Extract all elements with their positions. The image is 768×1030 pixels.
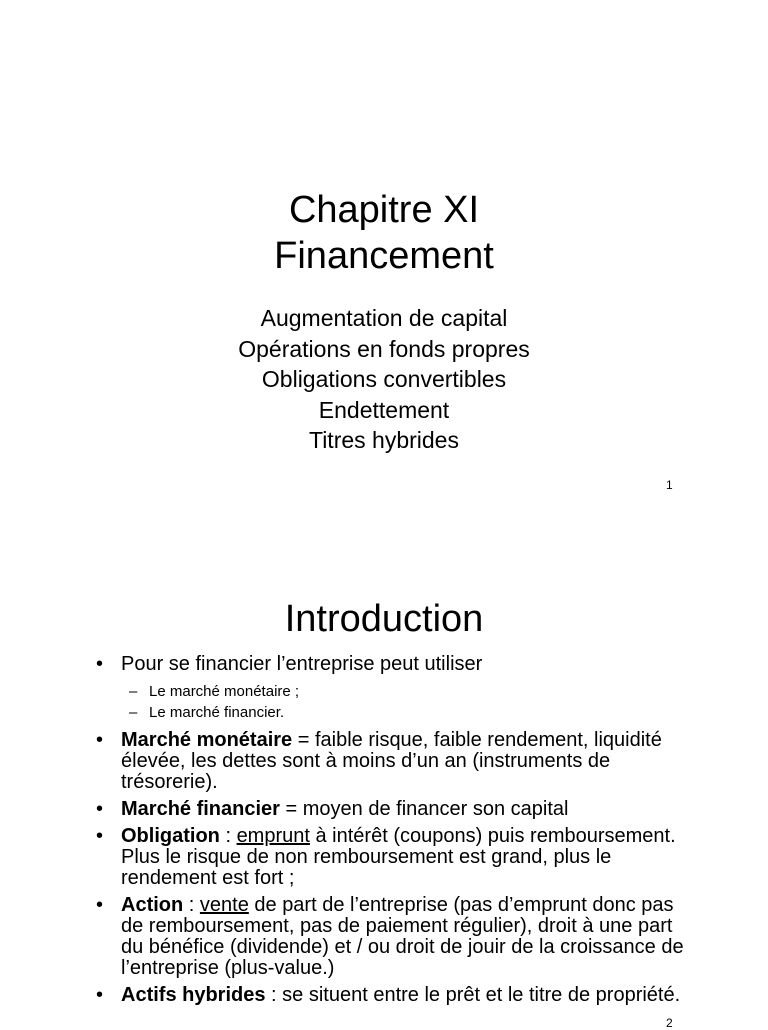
subtitle-item: Augmentation de capital (260, 305, 508, 331)
sub-item (96, 681, 696, 702)
page-number: 1 (666, 478, 673, 492)
bullet-term: Marché monétaire (121, 729, 293, 751)
slide-1-subtitles (0, 303, 768, 456)
bullet-text: : se situent entre le prêt et le titre de propriété. (265, 984, 681, 1006)
bullet-term: Actifs hybrides (121, 984, 266, 1006)
bullet-item (96, 826, 696, 889)
sub-item (96, 702, 696, 723)
bullet-item (96, 895, 696, 979)
slide-1 (0, 0, 768, 500)
bullet-dot: • (96, 984, 104, 1006)
subtitle-item: Opérations en fonds propres (238, 335, 530, 362)
bullet-text: à intérêt (coupons) puis remboursement. Plus le risque de non remboursement est grand, plus le rendement est fort ; (121, 825, 676, 889)
bullet-text: = faible risque, faible rendement, liquidité élevée, les dettes sont à moins d’un an (instruments de trésorerie). (121, 729, 662, 793)
dash-mark: – (129, 704, 138, 721)
subtitle-item: Obligations convertibles (261, 366, 507, 392)
page-number: 2 (666, 1016, 673, 1030)
bullet-item (96, 985, 696, 1006)
underlined-word: vente (199, 894, 249, 916)
sub-text: Le marché financier. (149, 704, 285, 721)
subtitle-item: Endettement (318, 396, 450, 423)
sub-list (96, 681, 696, 723)
bullet-text: de part de l’entreprise (pas d’emprunt donc pas de remboursement, pas de paiement régulier), droit à une part du bénéfice (dividende) et / ou droit de jouir de la croissance de l’entreprise (plus-value.) (121, 894, 684, 979)
bullet-dot: • (96, 729, 104, 751)
underlined-word: emprunt (236, 825, 310, 847)
bullet-term: Marché financier (121, 798, 280, 820)
sub-text: Le marché monétaire ; (149, 683, 300, 700)
bullet-text: = moyen de financer son capital (279, 798, 569, 820)
bullet-text: Pour se financier l’entreprise peut utiliser (121, 653, 483, 675)
bullet-dot: • (96, 798, 104, 820)
bullet-list (96, 654, 696, 1012)
slide-2 (0, 500, 768, 1030)
slide-2-title: Introduction (284, 598, 484, 640)
title-line-2: Financement (274, 235, 494, 277)
bullet-term: Obligation (121, 825, 220, 847)
bullet-item (96, 654, 696, 675)
bullet-dot: • (96, 825, 104, 847)
bullet-item (96, 799, 696, 820)
bullet-item (96, 730, 696, 793)
slide-1-title (0, 187, 768, 279)
subtitle-item: Titres hybrides (309, 427, 459, 453)
title-line-1: Chapitre XI (288, 189, 480, 231)
dash-mark: – (129, 683, 138, 700)
bullet-term: Action (121, 894, 184, 916)
bullet-dot: • (96, 894, 104, 916)
bullet-separator: : (219, 825, 237, 847)
bullet-dot: • (96, 653, 104, 675)
bullet-separator: : (183, 894, 200, 916)
